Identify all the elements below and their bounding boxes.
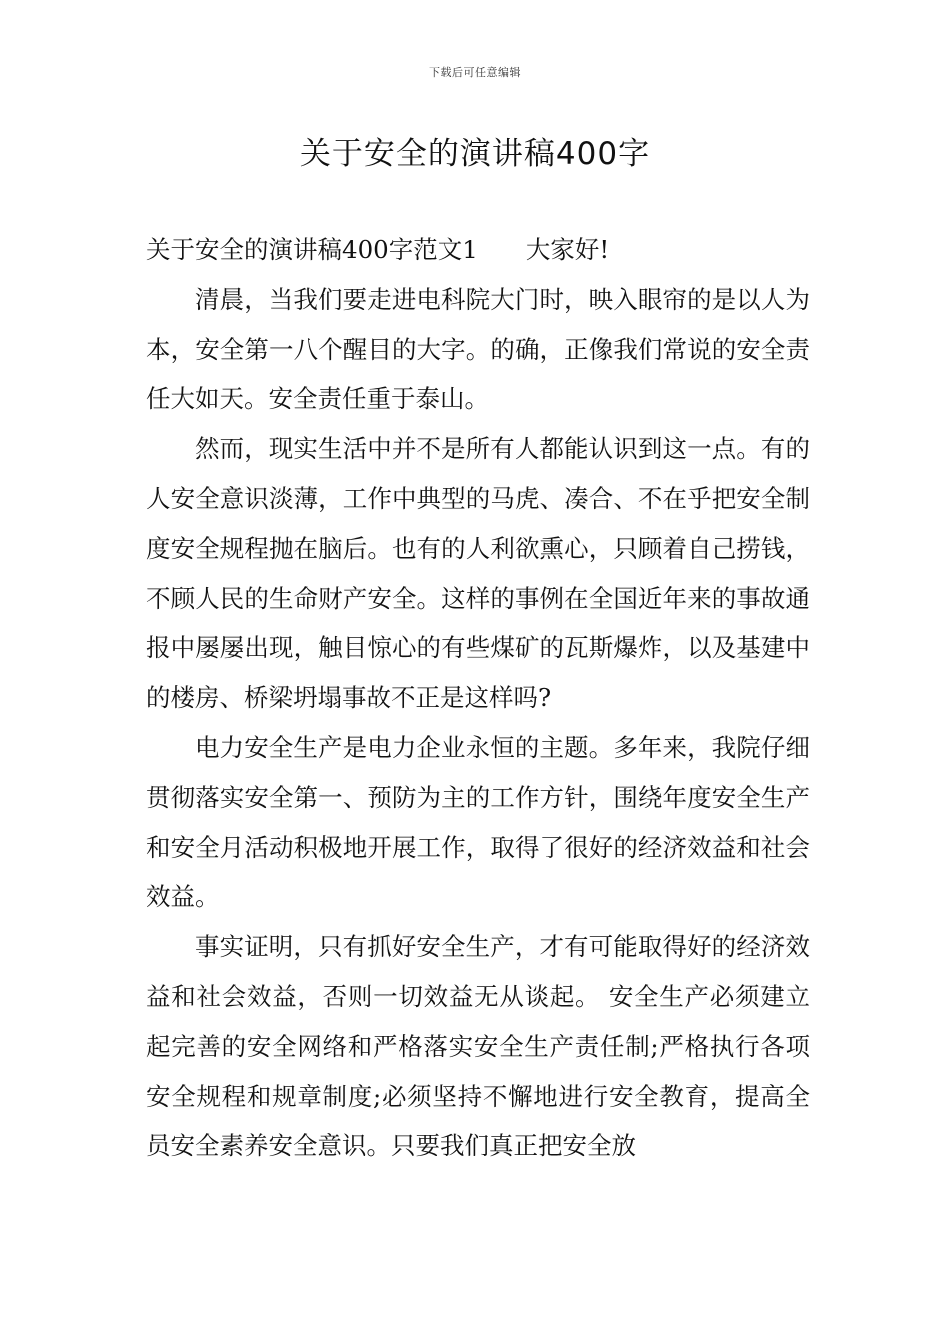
paragraph-1: 清晨，当我们要走进电科院大门时，映入眼帘的是以人为本，安全第一八个醒目的大字。的确，正像我们常说的安全责任大如天。安全责任重于泰山。 [146, 284, 810, 414]
intro-line [146, 225, 810, 275]
header-note: 下载后可任意编辑 [429, 66, 521, 79]
paragraph-4: 事实证明，只有抓好安全生产，才有可能取得好的经济效益和社会效益，否则一切效益无从谈起。 安全生产必须建立起完善的安全网络和严格落实安全生产责任制;严格执行各项安全规程和规章制度;必须坚持不懈地进行安全教育，提高全员安全素养安全意识。只要我们真正把安全放 [146, 932, 810, 1161]
paragraph-3: 电力安全生产是电力企业永恒的主题。多年来，我院仔细贯彻落实安全第一、预防为主的工作方针，围绕年度安全生产和安全月活动积极地开展工作，取得了很好的经济效益和社会效益。 [146, 732, 810, 912]
intro-greeting: 大家好! [525, 235, 610, 264]
paragraph-2: 然而，现实生活中并不是所有人都能认识到这一点。有的人安全意识淡薄，工作中典型的马虎、凑合、不在乎把安全制度安全规程抛在脑后。也有的人利欲熏心，只顾着自己捞钱，不顾人民的生命财产安全。这样的事例在全国近年来的事故通报中屡屡出现，触目惊心的有些煤矿的瓦斯爆炸，以及基建中的楼房、桥梁坍塌事故不正是这样吗? [146, 434, 810, 713]
document-body [146, 225, 810, 1171]
intro-heading: 关于安全的演讲稿400字范文1 [146, 235, 478, 264]
document-title: 关于安全的演讲稿400字 [299, 136, 651, 172]
